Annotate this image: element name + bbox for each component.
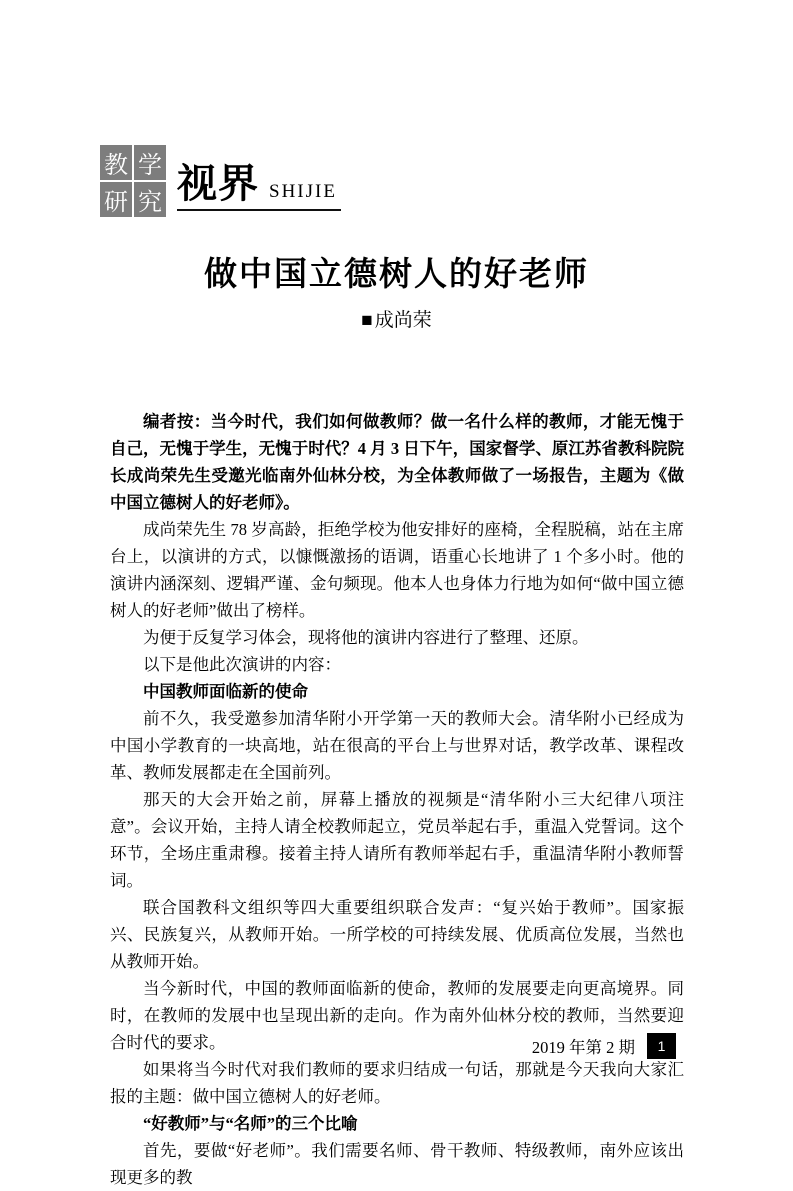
paragraph: 当今新时代，中国的教师面临新的使命，教师的发展要走向更高境界。同时，在教师的发展中也呈现出新的走向。作为南外仙林分校的教师，当然要迎合时代的要求。 — [110, 979, 684, 1052]
article-body — [110, 408, 684, 1191]
column-name-chinese: 视界 — [177, 161, 259, 206]
journal-logo — [100, 145, 166, 216]
article-title: 做中国立德树人的好老师 — [204, 257, 589, 293]
page-footer — [110, 1033, 676, 1059]
author-name: 成尚荣 — [374, 310, 432, 331]
logo-grid-character: 教 — [100, 145, 132, 180]
column-name-pinyin: SHIJIE — [269, 181, 337, 202]
column-masthead — [177, 162, 341, 211]
logo-grid-character: 学 — [134, 145, 166, 180]
logo-grid-character: 研 — [100, 182, 132, 217]
paragraph: 以下是他此次演讲的内容： — [143, 655, 341, 674]
journal-masthead — [100, 145, 341, 216]
issue-label: 2019 年第 2 期 — [531, 1038, 635, 1057]
paragraph: 编者按：当今时代，我们如何做教师？做一名什么样的教师，才能无愧于自己，无愧于学生，无愧于时代？4 月 3 日下午，国家督学、原江苏省教科院院长成尚荣先生受邀光临南外仙林分校，为全体教师做了一场报告，主题为《做中国立德树人的好老师》。 — [110, 412, 684, 512]
article-author — [0, 305, 793, 332]
author-square-marker: ■ — [361, 310, 373, 331]
page-number-badge: 1 — [647, 1033, 676, 1059]
paragraph: 前不久，我受邀参加清华附小开学第一天的教师大会。清华附小已经成为中国小学教育的一块高地，站在很高的平台上与世界对话，教学改革、课程改革、教师发展都走在全国前列。 — [110, 709, 684, 782]
paragraph: 联合国教科文组织等四大重要组织联合发声：“复兴始于教师”。国家振兴、民族复兴，从教师开始。一所学校的可持续发展、优质高位发展，当然也从教师开始。 — [110, 898, 684, 971]
paragraph: 成尚荣先生 78 岁高龄，拒绝学校为他安排好的座椅，全程脱稿，站在主席台上，以演讲的方式，以慷慨激扬的语调，语重心长地讲了 1 个多小时。他的演讲内涵深刻、逻辑严谨、金句频现。他本人也身体力行地为如何“做中国立德树人的好老师”做出了榜样。 — [110, 520, 684, 620]
logo-grid-character: 究 — [134, 182, 166, 217]
paragraph: 首先，要做“好老师”。我们需要名师、骨干教师、特级教师，南外应该出现更多的教 — [110, 1141, 684, 1187]
paragraph: 那天的大会开始之前，屏幕上播放的视频是“清华附小三大纪律八项注意”。会议开始，主持人请全校教师起立，党员举起右手，重温入党誓词。这个环节，全场庄重肃穆。接着主持人请所有教师举起右手，重温清华附小教师誓词。 — [110, 790, 684, 890]
paragraph: 如果将当今时代对我们教师的要求归结成一句话，那就是今天我向大家汇报的主题：做中国立德树人的好老师。 — [110, 1060, 684, 1106]
section-heading: 中国教师面临新的使命 — [143, 682, 308, 701]
paragraph: 为便于反复学习体会，现将他的演讲内容进行了整理、还原。 — [143, 628, 589, 647]
section-heading: “好教师”与“名师”的三个比喻 — [143, 1114, 358, 1133]
